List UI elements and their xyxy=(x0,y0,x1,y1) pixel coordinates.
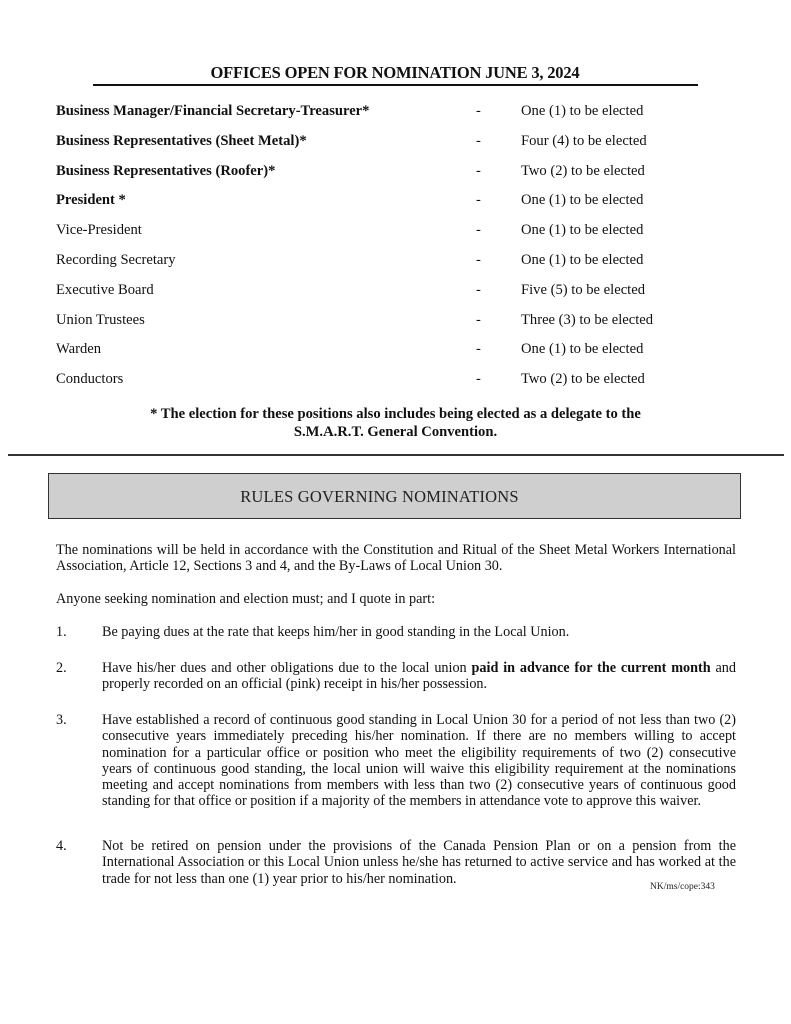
rule-number: 1. xyxy=(56,624,67,640)
office-separator: - xyxy=(476,251,481,268)
office-separator: - xyxy=(476,162,481,179)
office-separator: - xyxy=(476,371,481,388)
rules-heading: RULES GOVERNING NOMINATIONS xyxy=(240,487,519,506)
office-seat-count: One (1) to be elected xyxy=(521,222,644,239)
rule-number: 4. xyxy=(56,838,67,854)
office-seat-count: Two (2) to be elected xyxy=(521,162,645,179)
rule-text-part: Have established a record of continuous good standing in Local Union 30 for a period of not less than two (2) consecutive years immediately preceding his/her nomination. If there are no members willing to accept nomination for a particular office or position who meet the eligibility requirements of two (2) consecutive years of continuous good standing, the local union will waive this eligibility requirement at the nominations meeting and accept nominations from members with less than two (2) consecutive years of continuous good standing for that office or position if a majority of the members in attendance vote to approve this waiver. xyxy=(102,712,736,810)
office-row xyxy=(56,101,736,131)
rule-text-part: Not be retired on pension under the provisions of the Canada Pension Plan or on a pension from the International Association or this Local Union unless he/she has returned to active service and has worked at the trade for not less than one (1) year prior to his/her nomination. xyxy=(102,838,736,887)
office-seat-count: One (1) to be elected xyxy=(521,251,644,268)
office-row xyxy=(56,250,736,280)
office-row xyxy=(56,310,736,340)
page-title: OFFICES OPEN FOR NOMINATION JUNE 3, 2024 xyxy=(210,63,580,82)
office-seat-count: Five (5) to be elected xyxy=(521,281,645,298)
reference-code: NK/ms/cope:343 xyxy=(650,882,715,892)
office-name: Business Representatives (Sheet Metal)* xyxy=(56,132,307,149)
office-name: Conductors xyxy=(56,371,124,388)
rule-text xyxy=(102,624,736,640)
office-name: President * xyxy=(56,192,126,209)
office-seat-count: One (1) to be elected xyxy=(521,341,644,358)
rule-number: 2. xyxy=(56,660,67,676)
office-separator: - xyxy=(476,341,481,358)
rule-text xyxy=(102,712,736,810)
office-separator: - xyxy=(476,192,481,209)
office-name: Warden xyxy=(56,341,102,358)
office-seat-count: One (1) to be elected xyxy=(521,192,644,209)
rule-text xyxy=(102,838,736,887)
office-separator: - xyxy=(476,311,481,328)
office-separator: - xyxy=(476,222,481,239)
delegate-footnote xyxy=(60,405,731,441)
office-separator: - xyxy=(476,281,481,298)
office-row xyxy=(56,339,736,369)
office-row xyxy=(56,161,736,191)
office-name: Business Representatives (Roofer)* xyxy=(56,162,276,179)
office-name: Union Trustees xyxy=(56,311,145,328)
rule-text-part: and properly recorded on an official (pink) receipt in his/her possession. xyxy=(102,660,736,693)
office-row xyxy=(56,369,736,399)
office-name: Vice-President xyxy=(56,222,142,239)
footnote-line-2: S.M.A.R.T. General Convention. xyxy=(293,424,498,440)
rule-text xyxy=(102,660,736,693)
rules-heading-box xyxy=(48,473,741,519)
lead-in-text: Anyone seeking nomination and election must; and I quote in part: xyxy=(56,591,436,607)
intro-paragraph: The nominations will be held in accordance with the Constitution and Ritual of the Sheet Metal Workers International Association, Article 12, Sections 3 and 4, and the By-Laws of Local Union 30. xyxy=(56,542,736,575)
office-seat-count: Three (3) to be elected xyxy=(521,311,654,328)
office-name: Business Manager/Financial Secretary-Treasurer* xyxy=(56,103,370,119)
footnote-line-1: * The election for these positions also includes being elected as a delegate to the xyxy=(150,406,641,422)
rule-text-part: Have his/her dues and other obligations due to the local union xyxy=(102,660,472,676)
title-underline xyxy=(93,84,698,86)
rule-emphasis: paid in advance for the current month xyxy=(471,660,711,676)
rule-text-part: Be paying dues at the rate that keeps him/her in good standing in the Local Union. xyxy=(102,624,570,640)
office-seat-count: Four (4) to be elected xyxy=(521,132,647,149)
office-name: Executive Board xyxy=(56,281,154,298)
office-row xyxy=(56,220,736,250)
office-separator: - xyxy=(476,103,481,119)
office-seat-count: One (1) to be elected xyxy=(521,103,644,119)
office-row xyxy=(56,190,736,220)
office-separator: - xyxy=(476,132,481,149)
rule-number: 3. xyxy=(56,712,67,728)
section-divider xyxy=(8,454,784,456)
office-row xyxy=(56,280,736,310)
office-row xyxy=(56,131,736,161)
offices-list xyxy=(56,101,736,399)
office-seat-count: Two (2) to be elected xyxy=(521,371,645,388)
office-name: Recording Secretary xyxy=(56,251,176,268)
